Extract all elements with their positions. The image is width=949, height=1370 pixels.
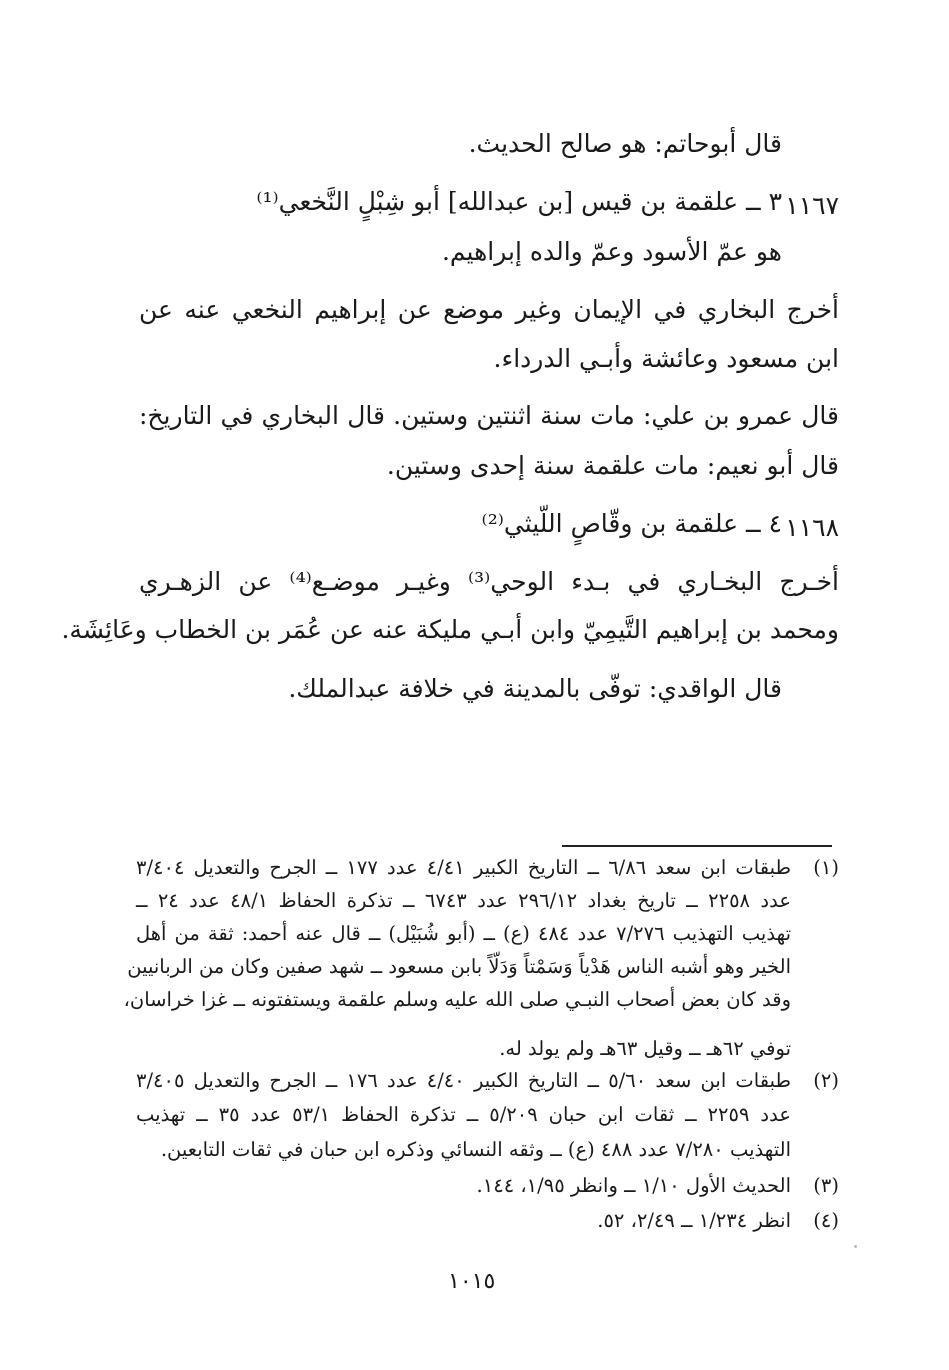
- footnote-2-line1: طبقات ابن سعد ٥/٦٠ ــ التاريخ الكبير ٤/٤٠ عدد ١٧٦ ــ الجرح والتعديل ٣/٤٠٥: [136, 1069, 791, 1092]
- footnote-1-line6: توفي ٦٢هـ ــ وقيل ٦٣هـ ولم يولد له.: [499, 1037, 791, 1060]
- entry-heading-alqama-bin-qays: ٣ ــ علقمة بن قيس [بن عبدالله] أبو شِبْلٍ النَّخعي⁽¹⁾: [256, 187, 782, 216]
- entry-heading-alqama-bin-waqqas: ٤ ــ علقمة بن وقّاصٍ اللّيثي⁽²⁾: [481, 509, 782, 538]
- entry-number-1168: ١١٦٨: [785, 513, 839, 542]
- footnote-1-line3: تهذيب التهذيب ٧/٢٧٦ عدد ٤٨٤ (ع) ــ (أبو شُبَيْل) ــ قال عنه أحمد: ثقة من أهل: [136, 922, 791, 945]
- paragraph-death-line1: قال عمرو بن علي: مات سنة اثنتين وستين. قال البخاري في التاريخ:: [139, 401, 839, 430]
- footnote-4-mark: (٤): [813, 1209, 839, 1232]
- footnote-4-line1: انظر ١/٢٣٤ ــ ٢/٤٩، ٥٢.: [597, 1209, 791, 1232]
- footnote-2-line2: عدد ٢٢٥٩ ــ ثقات ابن حبان ٥/٢٠٩ ــ تذكرة الحفاظ ٥٣/١ عدد ٣٥ ــ تهذيب: [136, 1103, 791, 1126]
- footnote-1-line4: الخير وهو أشبه الناس هَدْياً وَسَمْتاً وَدَلّاً بابن مسعود ــ شهد صفين وكان من الربانيين: [127, 955, 791, 978]
- entry-number-1167: ١١٦٧: [785, 191, 839, 220]
- page-number: ١٠١٥: [448, 1269, 496, 1294]
- footnote-separator: [562, 845, 832, 847]
- scan-speck: [854, 1245, 857, 1248]
- footnote-2-mark: (٢): [813, 1069, 839, 1092]
- paragraph-death-line2: قال أبو نعيم: مات علقمة سنة إحدى وستين.: [386, 451, 839, 480]
- footnote-3-line1: الحديث الأول ١/١٠ ــ وانظر ١/٩٥، ١٤٤.: [476, 1174, 791, 1197]
- paragraph-bukhari-wahy-line1: أخـرج البخـاري في بـدء الوحي⁽³⁾ وغيـر موضـع⁽⁴⁾ عن الزهـري: [139, 567, 839, 596]
- footnote-1-line5: وقد كان بعض أصحاب النبـي صلى الله عليه وسلم علقمة ويستفتونه ــ غزا خراسان،: [123, 988, 791, 1011]
- footnote-3-mark: (٣): [813, 1174, 839, 1197]
- footnote-2-line3: التهذيب ٧/٢٨٠ عدد ٤٨٨ (ع) ــ وثقه النسائي وذكره ابن حبان في ثقات التابعين.: [160, 1138, 791, 1161]
- paragraph-abuhatim: قال أبوحاتم: هو صالح الحديث.: [468, 129, 782, 158]
- footnote-1-line1: طبقات ابن سعد ٦/٨٦ ــ التاريخ الكبير ٤/٤١ عدد ١٧٧ ــ الجرح والتعديل ٣/٤٠٤: [136, 856, 791, 879]
- paragraph-bukhari-iman-line1: أخرج البخاري في الإيمان وغير موضع عن إبراهيم النخعي عنه عن: [139, 295, 839, 324]
- paragraph-bukhari-wahy-line2: ومحمد بن إبراهيم التَّيمِيّ وابن أبـي مليكة عنه عن عُمَر بن الخطاب وعَائِشَة.: [61, 615, 839, 644]
- footnote-1-line2: عدد ٢٢٥٨ ــ تاريخ بغداد ٢٩٦/١٢ عدد ٦٧٤٣ ــ تذكرة الحفاظ ٤٨/١ عدد ٢٤ ــ: [136, 889, 791, 912]
- paragraph-waqidi: قال الواقدي: توفّى بالمدينة في خلافة عبدالملك.: [288, 674, 782, 703]
- paragraph-bukhari-iman-line2: ابن مسعود وعائشة وأبـي الدرداء.: [493, 344, 839, 373]
- footnote-1-mark: (١): [813, 856, 839, 879]
- entry-subline: هو عمّ الأسود وعمّ والده إبراهيم.: [441, 237, 782, 266]
